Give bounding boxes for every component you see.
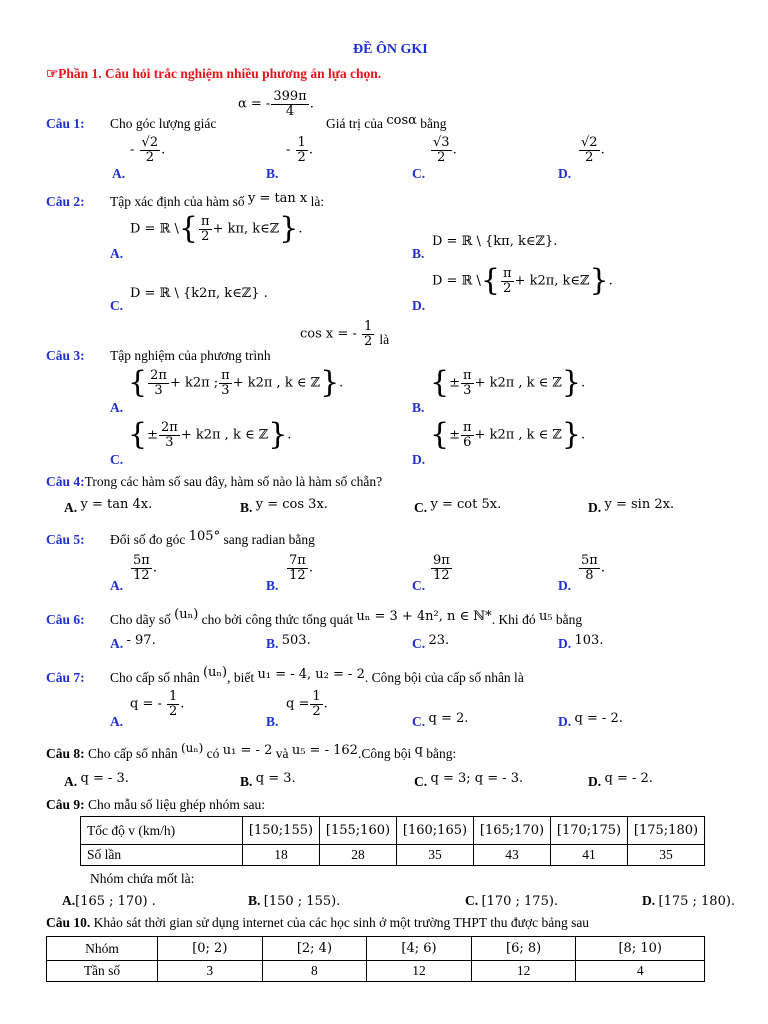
table-header-cell: [165;170) <box>474 817 551 845</box>
q5-option-a[interactable]: $\frac{5\pi}{12}$ . <box>133 553 157 583</box>
q3-option-a[interactable]: { $\frac{2\pi}{3}$ + k2π ; $\frac{\pi}{3}$ + k2π , k ∈ ℤ}. <box>128 365 344 400</box>
q3-option-b[interactable]: {± $\frac{\pi}{3}$ + k2π , k ∈ ℤ}. <box>430 365 586 400</box>
q7-option-b-label: B. <box>266 714 279 729</box>
table-cell: 35 <box>628 845 705 866</box>
q1-option-d-label: D. <box>558 166 572 181</box>
table-row <box>47 961 705 982</box>
q9-option-d[interactable]: D. [175 ; 180). <box>642 893 736 909</box>
page-title: ĐỀ ÔN GKI <box>353 42 428 57</box>
q6-option-c[interactable]: C. 23. <box>412 633 450 651</box>
q8-option-a[interactable]: A. q = - 3. <box>64 771 129 789</box>
table-cell: 28 <box>320 845 397 866</box>
q3-option-b-label: B. <box>412 400 425 415</box>
q10-stem: Câu 10. Khảo sát thời gian sử dụng internet của các học sinh ở một trường THPT thu được bảng sau <box>46 915 590 930</box>
table-header-cell: [2; 4) <box>262 937 367 961</box>
q2-option-b-label: B. <box>412 246 425 261</box>
q9-option-c[interactable]: C. [170 ; 175). <box>465 893 559 909</box>
table-cell: 43 <box>474 845 551 866</box>
table-cell: 4 <box>576 961 705 982</box>
table-cell: 35 <box>397 845 474 866</box>
q3-option-a-label: A. <box>110 400 124 415</box>
q7-stem: Cho cấp số nhân (uₙ), biết u₁ = - 4, u₂ = - 2. Công bội của cấp số nhân là <box>110 665 524 685</box>
q9-option-b[interactable]: B. [150 ; 155). <box>248 893 341 909</box>
q7-option-a-label: A. <box>110 714 124 729</box>
q2-option-a-label: A. <box>110 246 124 261</box>
table-cell: 18 <box>243 845 320 866</box>
q9-option-a[interactable]: A.[165 ; 170) . <box>62 893 156 909</box>
q5-option-d[interactable]: $\frac{5\pi}{8}$ . <box>581 553 605 583</box>
q3-equation: cos x = - $\frac{1}{2}$ là <box>300 319 390 349</box>
table-cell: 12 <box>367 961 472 982</box>
q1-option-c[interactable]: $\frac{√3}{2}$ . <box>433 135 457 165</box>
q4-option-c[interactable]: C. y = cot 5x. <box>414 497 502 515</box>
q4-option-a[interactable]: A. y = tan 4x. <box>64 497 153 515</box>
part-heading: ☞Phần 1. Câu hỏi trắc nghiệm nhiều phương án lựa chọn. <box>46 66 382 81</box>
hand-pointer-icon: ☞ <box>46 66 59 81</box>
q6-option-d[interactable]: D. 103. <box>558 633 604 651</box>
q1-option-b[interactable]: - $\frac{1}{2}$ . <box>286 135 313 165</box>
q6-option-b[interactable]: B. 503. <box>266 633 311 651</box>
q3-stem: Tập nghiệm của phương trình <box>110 348 271 363</box>
q2-option-d-label: D. <box>412 298 426 313</box>
q1-option-d[interactable]: $\frac{√2}{2}$ . <box>581 135 605 165</box>
q5-option-c-label: C. <box>412 578 426 593</box>
q2-option-d[interactable]: D = ℝ \{ $\frac{\pi}{2}$ + k2π, k∈ℤ}. <box>432 263 613 298</box>
q9-stem: Câu 9: Cho mẫu số liệu ghép nhóm sau: <box>46 797 265 812</box>
q3-option-c[interactable]: {± $\frac{2\pi}{3}$ + k2π , k ∈ ℤ}. <box>128 417 292 452</box>
q9-subquestion: Nhóm chứa mốt là: <box>90 871 195 886</box>
q4-option-d[interactable]: D. y = sin 2x. <box>588 497 675 515</box>
q8-stem: Câu 8: Cho cấp số nhân (uₙ) có u₁ = - 2 và u₅ = - 162.Công bội q bằng: <box>46 741 457 761</box>
q5-label: Câu 5: <box>46 532 85 547</box>
table-header-cell: Tốc độ v (km/h) <box>81 817 243 845</box>
q3-label: Câu 3: <box>46 348 85 363</box>
table-cell: Số lần <box>81 845 243 866</box>
table-header-cell: [160;165) <box>397 817 474 845</box>
table-header-cell: [4; 6) <box>367 937 472 961</box>
table-cell: 3 <box>158 961 263 982</box>
q8-option-d[interactable]: D. q = - 2. <box>588 771 653 789</box>
q5-option-b[interactable]: $\frac{7\pi}{12}$ . <box>289 553 313 583</box>
q7-label: Câu 7: <box>46 670 85 685</box>
q1-option-c-label: C. <box>412 166 426 181</box>
table-header-cell: [155;160) <box>320 817 397 845</box>
q1-label: Câu 1: <box>46 116 85 131</box>
q9-table <box>80 816 705 866</box>
q2-option-c-label: C. <box>110 298 124 313</box>
q2-stem: Tập xác định của hàm số y = tan x là: <box>110 191 325 209</box>
table-header-cell: [170;175) <box>551 817 628 845</box>
q5-option-a-label: A. <box>110 578 124 593</box>
q3-option-d-label: D. <box>412 452 426 467</box>
q8-option-b[interactable]: B. q = 3. <box>240 771 296 789</box>
table-header-row <box>47 937 705 961</box>
q2-option-c[interactable]: D = ℝ \ {k2π, k∈ℤ} . <box>130 286 268 301</box>
q4-option-b[interactable]: B. y = cos 3x. <box>240 497 328 515</box>
table-cell: 8 <box>262 961 367 982</box>
table-row <box>81 845 705 866</box>
table-header-cell: [175;180) <box>628 817 705 845</box>
q1-option-a[interactable]: - $\frac{√2}{2}$ . <box>130 135 166 165</box>
table-header-cell: Nhóm <box>47 937 158 961</box>
q5-option-b-label: B. <box>266 578 279 593</box>
q2-option-b[interactable]: D = ℝ \ {kπ, k∈ℤ}. <box>432 234 558 249</box>
q2-label: Câu 2: <box>46 194 85 209</box>
q6-option-a[interactable]: A. - 97. <box>110 633 156 651</box>
table-header-row <box>81 817 705 845</box>
table-cell: 12 <box>471 961 576 982</box>
q1-option-b-label: B. <box>266 166 279 181</box>
table-header-cell: [6; 8) <box>471 937 576 961</box>
table-cell: 41 <box>551 845 628 866</box>
q2-option-a[interactable]: D = ℝ \{ $\frac{\pi}{2}$ + kπ, k∈ℤ}. <box>130 211 303 246</box>
q1-stem: Cho góc lượng giác <box>110 116 217 131</box>
q3-option-d[interactable]: {± $\frac{\pi}{6}$ + k2π , k ∈ ℤ}. <box>430 417 586 452</box>
table-header-cell: [150;155) <box>243 817 320 845</box>
table-cell: Tần số <box>47 961 158 982</box>
q6-stem: Cho dãy số (uₙ) cho bởi công thức tổng quát uₙ = 3 + 4n², n ∈ ℕ*. Khi đó u₅ bằng <box>110 607 583 627</box>
q8-option-c[interactable]: C. q = 3; q = - 3. <box>414 771 524 789</box>
q5-option-c[interactable]: $\frac{9\pi}{12}$ <box>433 553 450 583</box>
q1-alpha: α = - $\frac{399\pi}{4}$ . <box>238 89 314 119</box>
q7-option-d[interactable]: D. q = - 2. <box>558 711 623 729</box>
table-header-cell: [8; 10) <box>576 937 705 961</box>
q4-stem: Câu 4:Trong các hàm số sau đây, hàm số nào là hàm số chẵn? <box>46 474 383 489</box>
q10-table <box>46 936 705 982</box>
q5-stem: Đổi số đo góc 105° sang radian bằng <box>110 529 315 547</box>
q1-option-a-label: A. <box>112 166 126 181</box>
q3-option-c-label: C. <box>110 452 124 467</box>
q7-option-a[interactable]: q = - $\frac{1}{2}$ . <box>130 689 185 719</box>
q7-option-b[interactable]: q = $\frac{1}{2}$ . <box>286 689 328 719</box>
q1-stem-2: Giá trị của cosα bằng <box>326 113 447 131</box>
table-header-cell: [0; 2) <box>158 937 263 961</box>
q7-option-c[interactable]: C. q = 2. <box>412 711 469 729</box>
q5-option-d-label: D. <box>558 578 572 593</box>
q6-label: Câu 6: <box>46 612 85 627</box>
